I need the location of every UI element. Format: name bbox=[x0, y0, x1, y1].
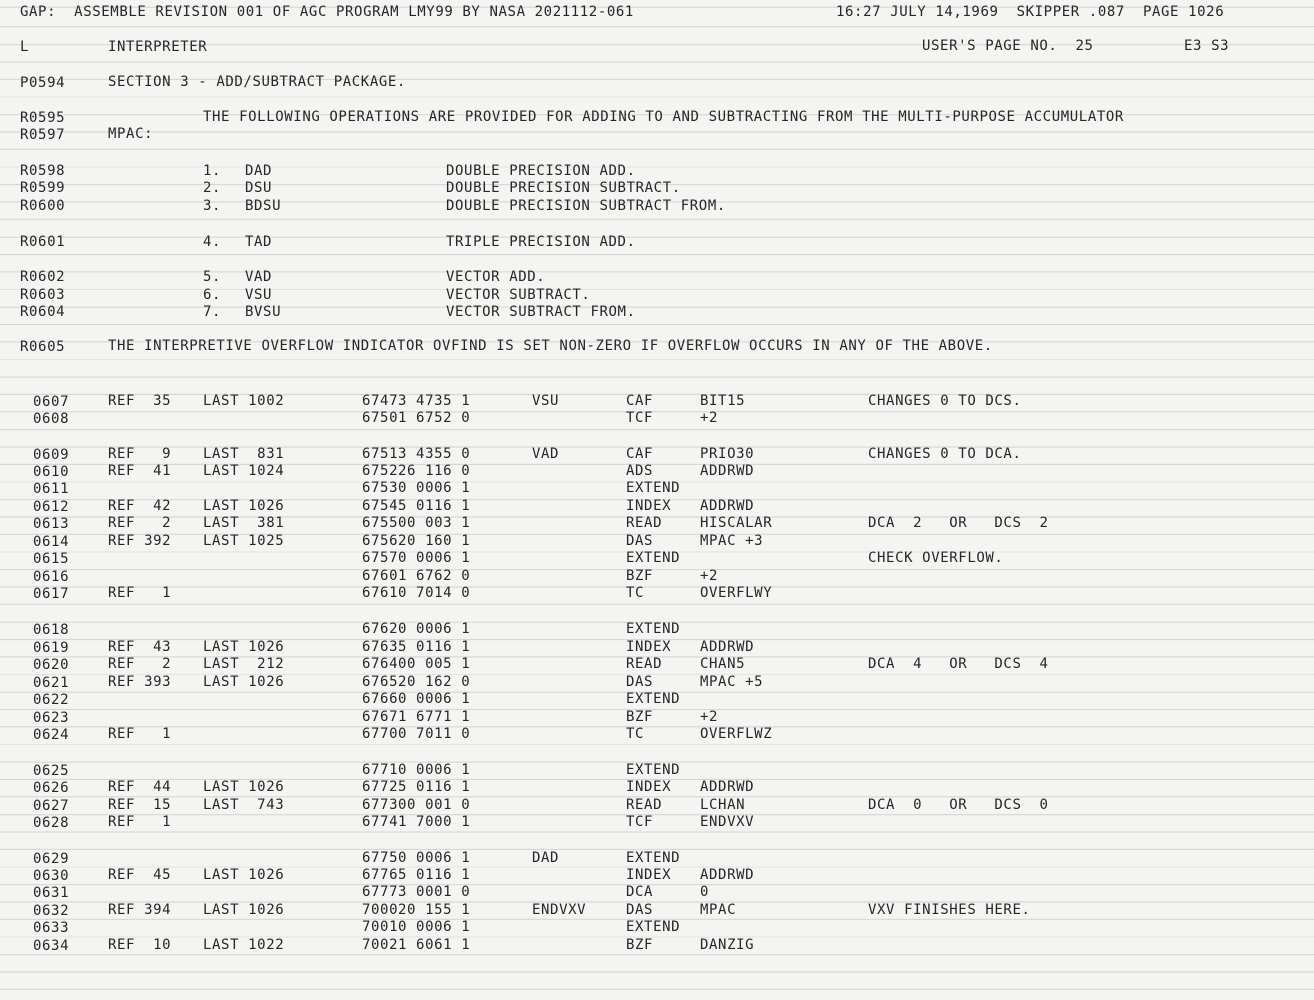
code-opcode: INDEX bbox=[626, 498, 672, 514]
header-assembly-line: GAP: ASSEMBLE REVISION 001 OF AGC PROGRAM LMY99 BY NASA 2021112-061 bbox=[20, 4, 634, 20]
op-name: VSU bbox=[245, 287, 273, 303]
code-label: DAD bbox=[532, 850, 560, 866]
code-opcode: READ bbox=[626, 515, 663, 531]
code-opcode: EXTEND bbox=[626, 550, 681, 566]
code-last: LAST 831 bbox=[203, 446, 285, 462]
code-last: LAST 212 bbox=[203, 656, 285, 672]
code-last: LAST 1025 bbox=[203, 533, 285, 549]
code-address: 6764 bbox=[362, 656, 399, 672]
code-line-number: 0625 bbox=[33, 763, 70, 779]
code-word: 00 001 0 bbox=[398, 797, 471, 813]
code-line-number: 0618 bbox=[33, 622, 70, 638]
code-ref: REF 1 bbox=[108, 585, 172, 601]
code-word: 20 162 0 bbox=[398, 674, 471, 690]
code-line-number: 0632 bbox=[33, 903, 70, 919]
code-comment: DCA 2 OR DCS 2 bbox=[868, 515, 1049, 531]
code-comment: CHANGES 0 TO DCS. bbox=[868, 393, 1022, 409]
code-word: 3 4355 0 bbox=[398, 446, 471, 462]
code-line-number: 0609 bbox=[33, 447, 70, 463]
code-address: 6753 bbox=[362, 480, 399, 496]
code-ref: REF 1 bbox=[108, 814, 172, 830]
code-operand: MPAC bbox=[700, 902, 737, 918]
code-line-number: 0624 bbox=[33, 727, 70, 743]
code-operand: +2 bbox=[700, 568, 719, 584]
code-label: ENDVXV bbox=[532, 902, 587, 918]
code-line-number: 0629 bbox=[33, 851, 70, 867]
code-line-number: 0616 bbox=[33, 569, 70, 585]
code-operand: ADDRWD bbox=[700, 639, 755, 655]
op-number: 1. bbox=[203, 163, 222, 179]
code-address: 7000 bbox=[362, 902, 399, 918]
code-address: 6755 bbox=[362, 515, 399, 531]
code-opcode: ADS bbox=[626, 463, 654, 479]
code-line-number: 0617 bbox=[33, 586, 70, 602]
code-address: 6774 bbox=[362, 814, 399, 830]
code-ref: REF 43 bbox=[108, 639, 172, 655]
code-word: 3 0001 0 bbox=[398, 884, 471, 900]
code-comment: CHANGES 0 TO DCA. bbox=[868, 446, 1022, 462]
code-comment: DCA 4 OR DCS 4 bbox=[868, 656, 1049, 672]
remark-line-number: R0595 bbox=[20, 110, 66, 126]
code-word: 1 6771 1 bbox=[398, 709, 471, 725]
code-operand: HISCALAR bbox=[700, 515, 773, 531]
code-word: 20 160 1 bbox=[398, 533, 471, 549]
code-opcode: TCF bbox=[626, 814, 654, 830]
code-word: 5 0116 1 bbox=[398, 779, 471, 795]
op-number: 7. bbox=[203, 304, 222, 320]
code-address: 6747 bbox=[362, 393, 399, 409]
code-address: 6754 bbox=[362, 498, 399, 514]
op-description: VECTOR SUBTRACT FROM. bbox=[446, 304, 636, 320]
code-opcode: INDEX bbox=[626, 867, 672, 883]
code-operand: PRIO30 bbox=[700, 446, 755, 462]
code-word: 0 0006 1 bbox=[398, 762, 471, 778]
code-ref: REF 392 bbox=[108, 533, 172, 549]
code-line-number: 0623 bbox=[33, 710, 70, 726]
code-line-number: 0608 bbox=[33, 411, 70, 427]
code-line-number: 0626 bbox=[33, 780, 70, 796]
code-opcode: EXTEND bbox=[626, 621, 681, 637]
op-description: DOUBLE PRECISION SUBTRACT. bbox=[446, 180, 681, 196]
code-opcode: TC bbox=[626, 726, 645, 742]
remark-text: THE INTERPRETIVE OVERFLOW INDICATOR OVFIND IS SET NON-ZERO IF OVERFLOW OCCURS IN ANY OF THE ABOVE. bbox=[108, 338, 993, 354]
code-opcode: TCF bbox=[626, 410, 654, 426]
code-line-number: 0612 bbox=[33, 499, 70, 515]
code-last: LAST 381 bbox=[203, 515, 285, 531]
code-line-number: 0633 bbox=[33, 920, 70, 936]
code-last: LAST 1026 bbox=[203, 498, 285, 514]
header-code: E3 S3 bbox=[1184, 38, 1230, 54]
code-word: 0 0006 1 bbox=[398, 550, 471, 566]
code-operand: BIT15 bbox=[700, 393, 746, 409]
code-last: LAST 1026 bbox=[203, 867, 285, 883]
code-address: 6760 bbox=[362, 568, 399, 584]
code-line-number: 0627 bbox=[33, 798, 70, 814]
code-word: 0 0006 1 bbox=[398, 480, 471, 496]
code-opcode: TC bbox=[626, 585, 645, 601]
op-description: DOUBLE PRECISION ADD. bbox=[446, 163, 636, 179]
op-line-number: R0598 bbox=[20, 163, 66, 179]
code-line-number: 0630 bbox=[33, 868, 70, 884]
code-word: 5 0116 1 bbox=[398, 867, 471, 883]
code-operand: OVERFLWZ bbox=[700, 726, 773, 742]
code-last: LAST 1026 bbox=[203, 639, 285, 655]
remark-text: MPAC: bbox=[108, 126, 154, 142]
code-word: 1 6061 1 bbox=[398, 937, 471, 953]
code-line-number: 0619 bbox=[33, 640, 70, 656]
code-operand: OVERFLWY bbox=[700, 585, 773, 601]
remark-line-number: R0597 bbox=[20, 127, 66, 143]
code-opcode: EXTEND bbox=[626, 762, 681, 778]
code-line-number: 0611 bbox=[33, 481, 70, 497]
op-description: VECTOR SUBTRACT. bbox=[446, 287, 591, 303]
op-number: 6. bbox=[203, 287, 222, 303]
code-operand: MPAC +3 bbox=[700, 533, 764, 549]
code-word: 0 0006 1 bbox=[398, 919, 471, 935]
code-ref: REF 45 bbox=[108, 867, 172, 883]
code-opcode: DCA bbox=[626, 884, 654, 900]
code-address: 6770 bbox=[362, 726, 399, 742]
code-address: 6773 bbox=[362, 797, 399, 813]
code-opcode: BZF bbox=[626, 937, 654, 953]
code-word: 0 7014 0 bbox=[398, 585, 471, 601]
code-last: LAST 1026 bbox=[203, 674, 285, 690]
code-opcode: EXTEND bbox=[626, 919, 681, 935]
code-ref: REF 41 bbox=[108, 463, 172, 479]
code-address: 6762 bbox=[362, 621, 399, 637]
code-ref: REF 393 bbox=[108, 674, 172, 690]
remark-line-number: R0605 bbox=[20, 339, 66, 355]
code-line-number: 0634 bbox=[33, 938, 70, 954]
header-title: INTERPRETER bbox=[108, 39, 208, 55]
code-comment: VXV FINISHES HERE. bbox=[868, 902, 1031, 918]
code-ref: REF 10 bbox=[108, 937, 172, 953]
code-word: 0 0006 1 bbox=[398, 691, 471, 707]
code-word: 5 0116 1 bbox=[398, 498, 471, 514]
code-address: 7002 bbox=[362, 937, 399, 953]
code-word: 26 116 0 bbox=[398, 463, 471, 479]
code-opcode: BZF bbox=[626, 568, 654, 584]
code-opcode: INDEX bbox=[626, 639, 672, 655]
op-name: BVSU bbox=[245, 304, 282, 320]
code-operand: CHAN5 bbox=[700, 656, 746, 672]
code-address: 6775 bbox=[362, 850, 399, 866]
code-operand: ADDRWD bbox=[700, 867, 755, 883]
op-name: DAD bbox=[245, 163, 273, 179]
header-log-section: L bbox=[20, 39, 30, 55]
code-operand: ADDRWD bbox=[700, 779, 755, 795]
code-address: 6776 bbox=[362, 867, 399, 883]
code-operand: 0 bbox=[700, 884, 710, 900]
op-line-number: R0604 bbox=[20, 304, 66, 320]
code-word: 1 6762 0 bbox=[398, 568, 471, 584]
code-opcode: READ bbox=[626, 656, 663, 672]
code-address: 6761 bbox=[362, 585, 399, 601]
code-line-number: 0621 bbox=[33, 675, 70, 691]
code-address: 6757 bbox=[362, 550, 399, 566]
code-ref: REF 15 bbox=[108, 797, 172, 813]
code-address: 6771 bbox=[362, 762, 399, 778]
code-last: LAST 1002 bbox=[203, 393, 285, 409]
code-line-number: 0631 bbox=[33, 885, 70, 901]
code-ref: REF 394 bbox=[108, 902, 172, 918]
code-line-number: 0615 bbox=[33, 551, 70, 567]
code-line-number: 0610 bbox=[33, 464, 70, 480]
code-ref: REF 2 bbox=[108, 656, 172, 672]
code-address: 6756 bbox=[362, 533, 399, 549]
code-operand: ENDVXV bbox=[700, 814, 755, 830]
code-address: 6772 bbox=[362, 779, 399, 795]
code-word: 00 005 1 bbox=[398, 656, 471, 672]
code-opcode: BZF bbox=[626, 709, 654, 725]
code-last: LAST 1022 bbox=[203, 937, 285, 953]
op-description: VECTOR ADD. bbox=[446, 269, 546, 285]
code-address: 6752 bbox=[362, 463, 399, 479]
op-line-number: R0600 bbox=[20, 198, 66, 214]
remark-text: THE FOLLOWING OPERATIONS ARE PROVIDED FOR ADDING TO AND SUBTRACTING FROM THE MULTI-PURPOSE ACCUMULATOR bbox=[203, 109, 1124, 125]
code-label: VSU bbox=[532, 393, 560, 409]
code-address: 6767 bbox=[362, 709, 399, 725]
header-users-page: USER'S PAGE NO. 25 bbox=[922, 38, 1094, 54]
code-ref: REF 44 bbox=[108, 779, 172, 795]
code-opcode: CAF bbox=[626, 393, 654, 409]
code-opcode: EXTEND bbox=[626, 480, 681, 496]
code-line-number: 0614 bbox=[33, 534, 70, 550]
code-address: 6750 bbox=[362, 410, 399, 426]
op-line-number: R0601 bbox=[20, 234, 66, 250]
code-opcode: DAS bbox=[626, 902, 654, 918]
code-address: 6763 bbox=[362, 639, 399, 655]
op-number: 4. bbox=[203, 234, 222, 250]
code-opcode: INDEX bbox=[626, 779, 672, 795]
code-last: LAST 743 bbox=[203, 797, 285, 813]
code-word: 5 0116 1 bbox=[398, 639, 471, 655]
code-comment: DCA 0 OR DCS 0 bbox=[868, 797, 1049, 813]
code-ref: REF 1 bbox=[108, 726, 172, 742]
op-name: VAD bbox=[245, 269, 273, 285]
code-address: 6777 bbox=[362, 884, 399, 900]
op-line-number: R0602 bbox=[20, 269, 66, 285]
code-opcode: EXTEND bbox=[626, 850, 681, 866]
op-number: 5. bbox=[203, 269, 222, 285]
op-name: DSU bbox=[245, 180, 273, 196]
op-name: BDSU bbox=[245, 198, 282, 214]
code-operand: ADDRWD bbox=[700, 498, 755, 514]
code-address: 6766 bbox=[362, 691, 399, 707]
code-word: 20 155 1 bbox=[398, 902, 471, 918]
code-ref: REF 2 bbox=[108, 515, 172, 531]
code-operand: +2 bbox=[700, 410, 719, 426]
op-line-number: R0603 bbox=[20, 287, 66, 303]
op-number: 3. bbox=[203, 198, 222, 214]
op-number: 2. bbox=[203, 180, 222, 196]
code-last: LAST 1026 bbox=[203, 779, 285, 795]
code-operand: DANZIG bbox=[700, 937, 755, 953]
code-ref: REF 42 bbox=[108, 498, 172, 514]
code-operand: MPAC +5 bbox=[700, 674, 764, 690]
op-line-number: R0599 bbox=[20, 180, 66, 196]
code-operand: LCHAN bbox=[700, 797, 746, 813]
code-word: 1 6752 0 bbox=[398, 410, 471, 426]
header-date-page: 16:27 JULY 14,1969 SKIPPER .087 PAGE 1026 bbox=[836, 4, 1225, 20]
code-opcode: READ bbox=[626, 797, 663, 813]
code-line-number: 0607 bbox=[33, 394, 70, 410]
code-word: 1 7000 1 bbox=[398, 814, 471, 830]
remark-line-number: P0594 bbox=[20, 75, 66, 91]
code-line-number: 0622 bbox=[33, 692, 70, 708]
code-opcode: CAF bbox=[626, 446, 654, 462]
code-word: 0 0006 1 bbox=[398, 850, 471, 866]
code-opcode: EXTEND bbox=[626, 691, 681, 707]
code-operand: +2 bbox=[700, 709, 719, 725]
code-address: 6765 bbox=[362, 674, 399, 690]
op-description: TRIPLE PRECISION ADD. bbox=[446, 234, 636, 250]
code-last: LAST 1026 bbox=[203, 902, 285, 918]
code-last: LAST 1024 bbox=[203, 463, 285, 479]
code-line-number: 0628 bbox=[33, 815, 70, 831]
code-comment: CHECK OVERFLOW. bbox=[868, 550, 1004, 566]
code-address: 6751 bbox=[362, 446, 399, 462]
code-line-number: 0613 bbox=[33, 516, 70, 532]
code-ref: REF 35 bbox=[108, 393, 172, 409]
code-line-number: 0620 bbox=[33, 657, 70, 673]
op-name: TAD bbox=[245, 234, 273, 250]
remark-text: SECTION 3 - ADD/SUBTRACT PACKAGE. bbox=[108, 74, 406, 90]
code-word: 0 7011 0 bbox=[398, 726, 471, 742]
code-word: 00 003 1 bbox=[398, 515, 471, 531]
code-operand: ADDRWD bbox=[700, 463, 755, 479]
code-opcode: DAS bbox=[626, 533, 654, 549]
code-word: 0 0006 1 bbox=[398, 621, 471, 637]
code-address: 7001 bbox=[362, 919, 399, 935]
code-word: 3 4735 1 bbox=[398, 393, 471, 409]
code-label: VAD bbox=[532, 446, 560, 462]
op-description: DOUBLE PRECISION SUBTRACT FROM. bbox=[446, 198, 726, 214]
code-ref: REF 9 bbox=[108, 446, 172, 462]
code-opcode: DAS bbox=[626, 674, 654, 690]
